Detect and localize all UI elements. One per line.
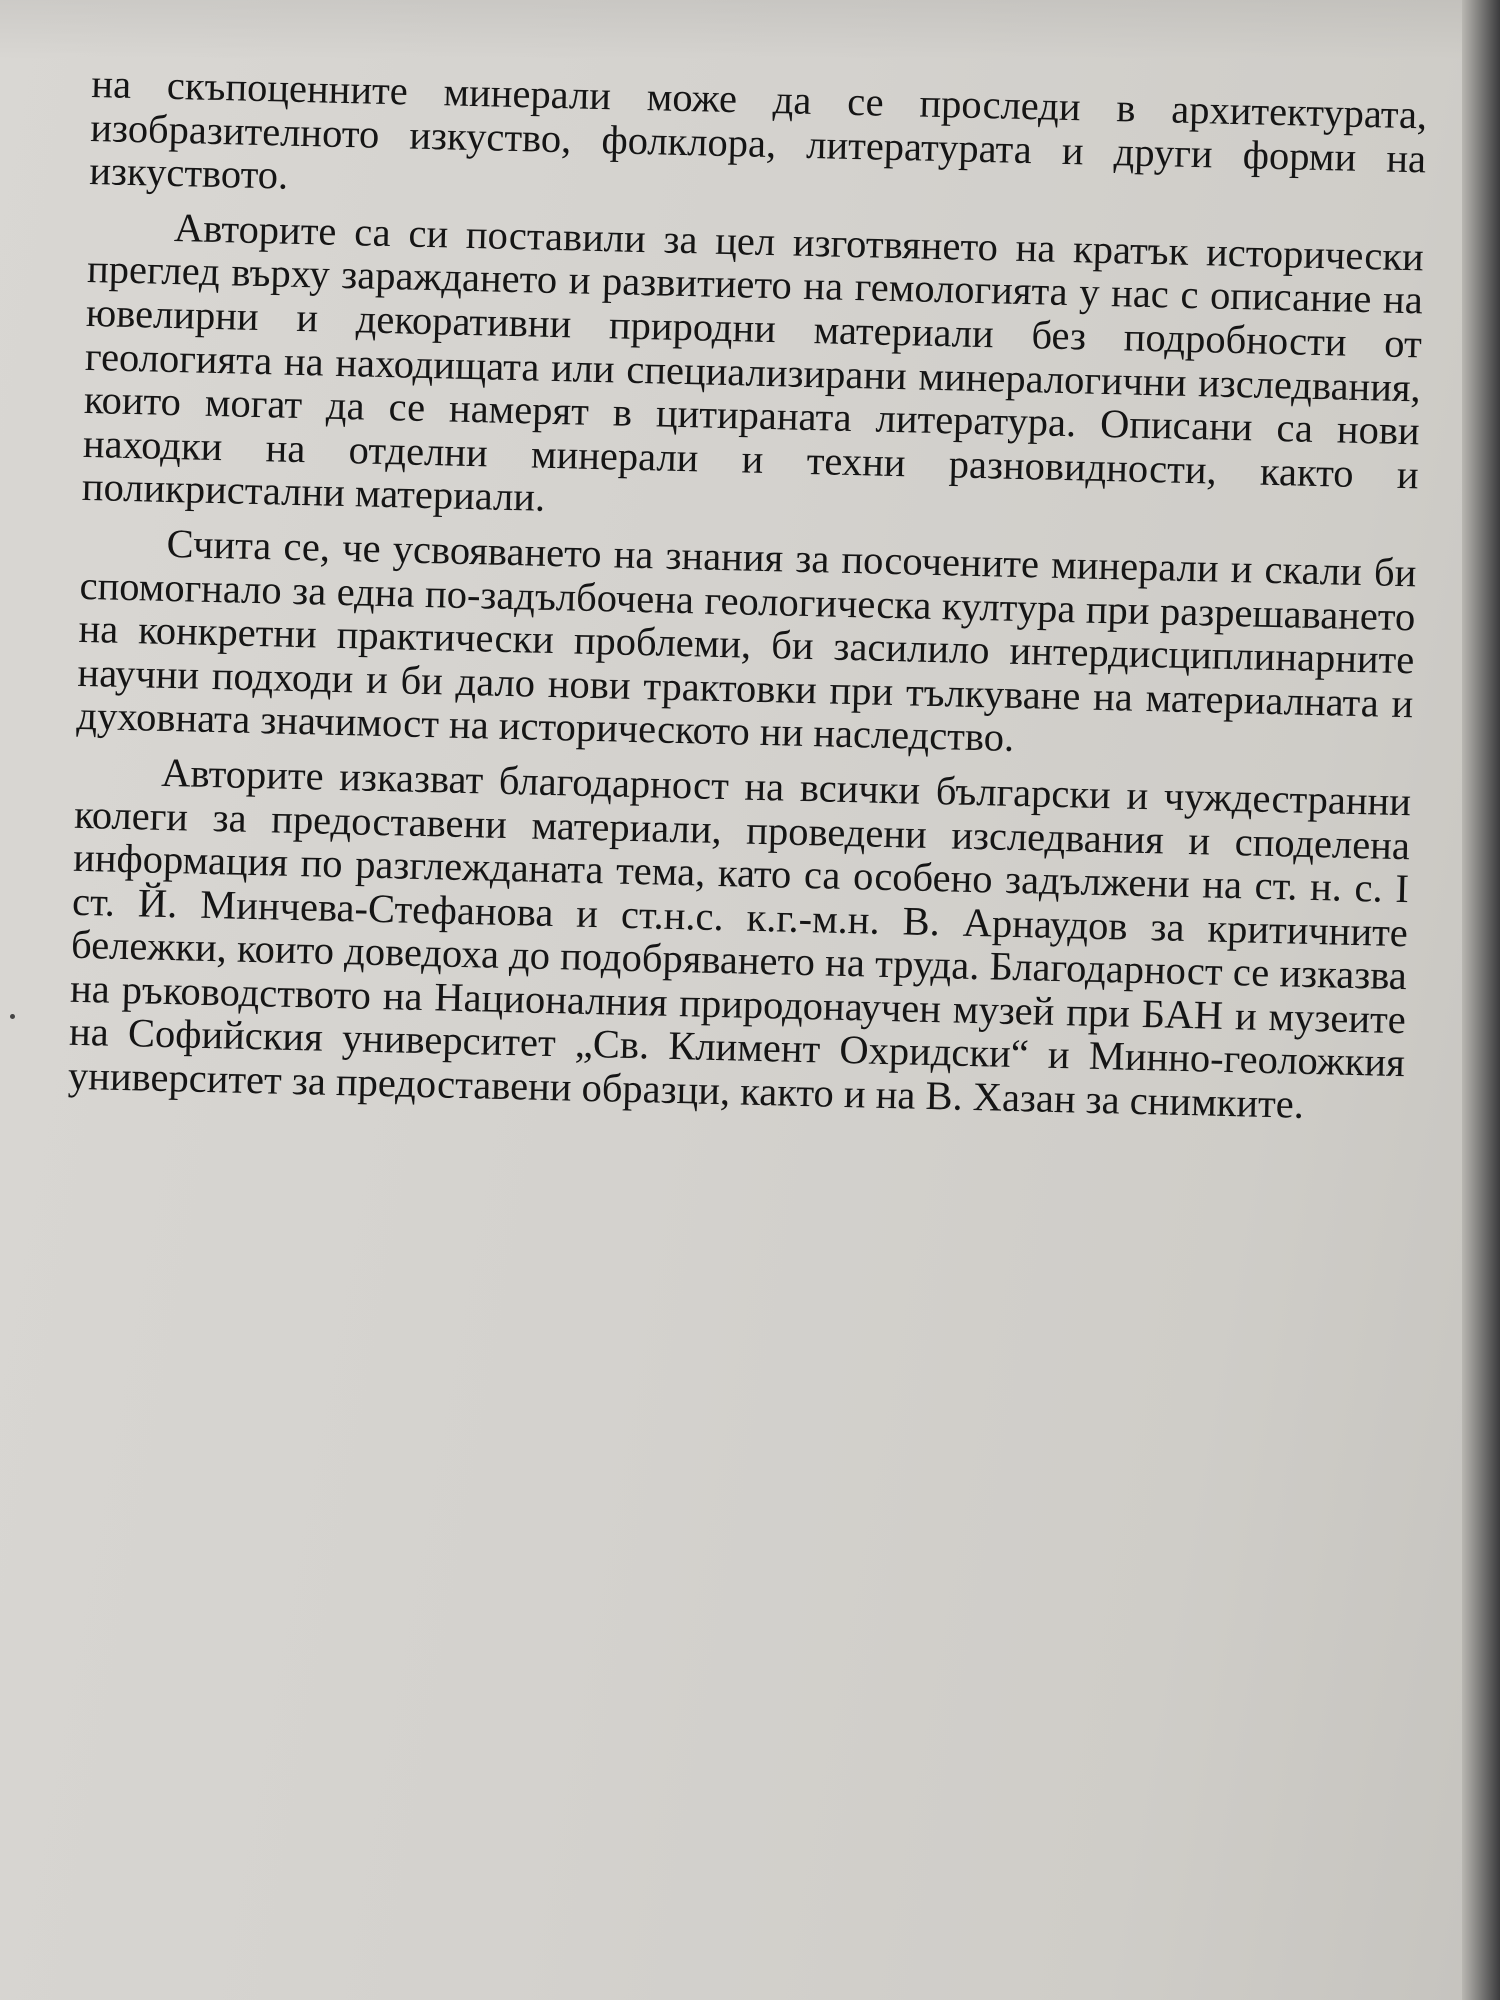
paragraph-4: Авторите изказват благодарност на всички български и чуждестранни колеги за предоставени материали, проведени изследвания и споделена информация по разглежданата тема, като са особено задължени на ст. н. с. I ст. Й. Минчева-Стефанова и ст.н.с. к.г.-м.н. В. Арнаудов за критичните бележки, които доведоха до подобряването на труда. Благодарност се изказва на ръководството на Националния природонаучен музей при БАН и музеите на Софийския университет „Св. Климент Охридски“ и Минно-геоложкия университет за предоставени образци, както и на В. Хазан за снимките.: [67, 749, 1412, 1127]
page-edge-shadow: [1462, 0, 1500, 2000]
paragraph-3: Счита се, че усвояването на знания за посочените минерали и скали би спомогнало за една по-задълбочена геологическа култура при разрешаването на конкретни практически проблеми, би засилило интердисциплинарните научни подходи и би дало нови трактовки при тълкуване на материалната и духовната значимост на историческото ни наследство.: [76, 520, 1417, 761]
page-shading: [0, 0, 1462, 60]
paragraph-2: Авторите са си поставили за цел изготвянето на кратък исторически преглед върху зараждането и развитието на гемологията у нас с описание на ювелирни и декоративни природни материали без подробности от геологията на находищата или специализирани минералогични изследвания, които могат да се намерят в цитираната литература. Описани са нови находки на отделни минерали и техни разновидности, както и поликристални материали.: [81, 204, 1425, 521]
margin-speck: [10, 1014, 15, 1019]
body-text: [67, 62, 1427, 1140]
paragraph-1: на скъпоценните минерали може да се проследи в архитектурата, изобразителното изкуство, фолклора, литературата и други форми на изкуството.: [88, 61, 1428, 198]
